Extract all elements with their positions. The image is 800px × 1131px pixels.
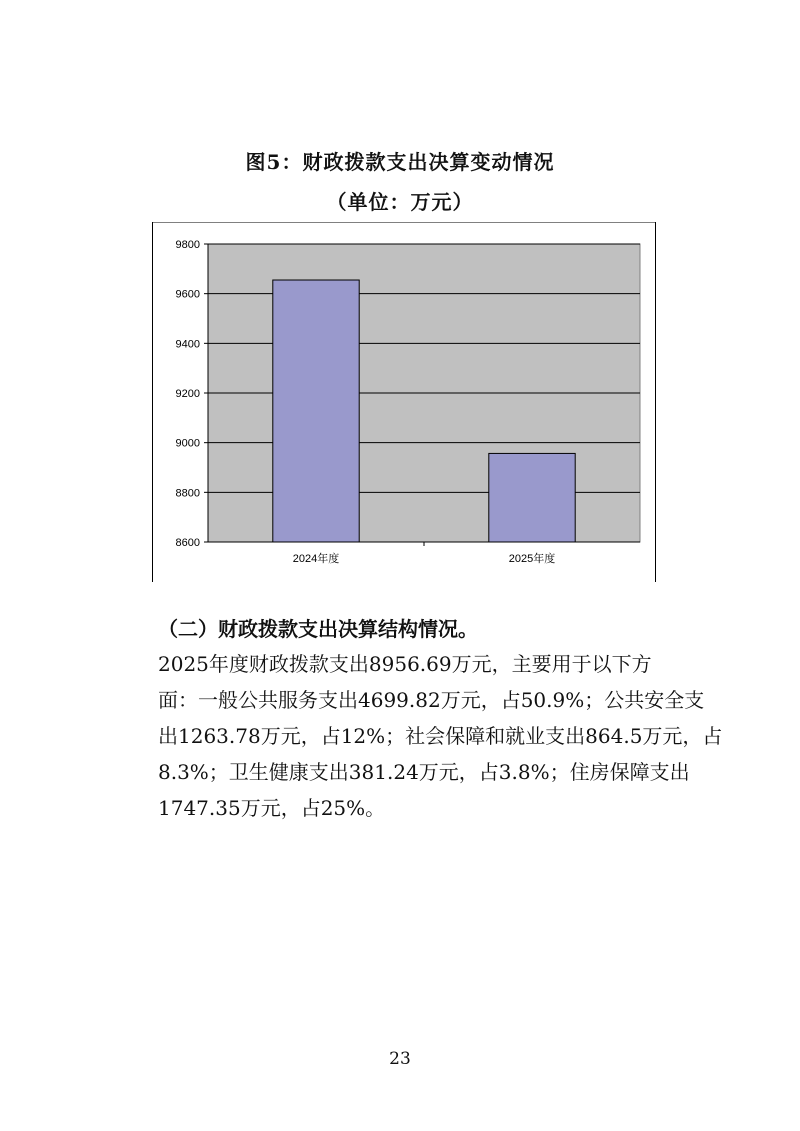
y-tick-label: 9200 xyxy=(175,388,200,400)
bar xyxy=(489,453,575,542)
y-tick-label: 9400 xyxy=(175,338,200,351)
bar xyxy=(273,280,359,542)
section-paragraph xyxy=(158,646,723,826)
paragraph-line: 1747.35万元，占25%。 xyxy=(158,796,386,820)
figure-title: 图5：财政拨款支出决算变动情况 xyxy=(245,150,555,174)
x-tick-label: 2025年度 xyxy=(508,553,556,565)
paragraph-line: 2025年度财政拨款支出8956.69万元，主要用于以下方 xyxy=(158,652,652,676)
bar-chart-svg xyxy=(152,222,656,582)
y-tick-label: 8600 xyxy=(175,537,200,549)
figure-unit: （单位：万元） xyxy=(326,190,474,214)
y-tick-label: 9000 xyxy=(175,437,200,450)
paragraph-line: 出1263.78万元，占12%；社会保障和就业支出864.5万元，占 xyxy=(158,724,723,748)
paragraph-line: 8.3%；卫生健康支出381.24万元，占3.8%；住房保障支出 xyxy=(158,760,690,784)
y-tick-label: 8800 xyxy=(175,487,200,500)
section-heading: （二）财政拨款支出决算结构情况。 xyxy=(158,617,478,641)
page-number: 23 xyxy=(389,1049,411,1069)
y-tick-label: 9800 xyxy=(175,239,200,251)
y-tick-label: 9600 xyxy=(175,288,200,301)
paragraph-line: 面：一般公共服务支出4699.82万元，占50.9%；公共安全支 xyxy=(158,688,705,712)
x-tick-label: 2024年度 xyxy=(292,553,340,565)
bar-chart xyxy=(152,222,656,582)
